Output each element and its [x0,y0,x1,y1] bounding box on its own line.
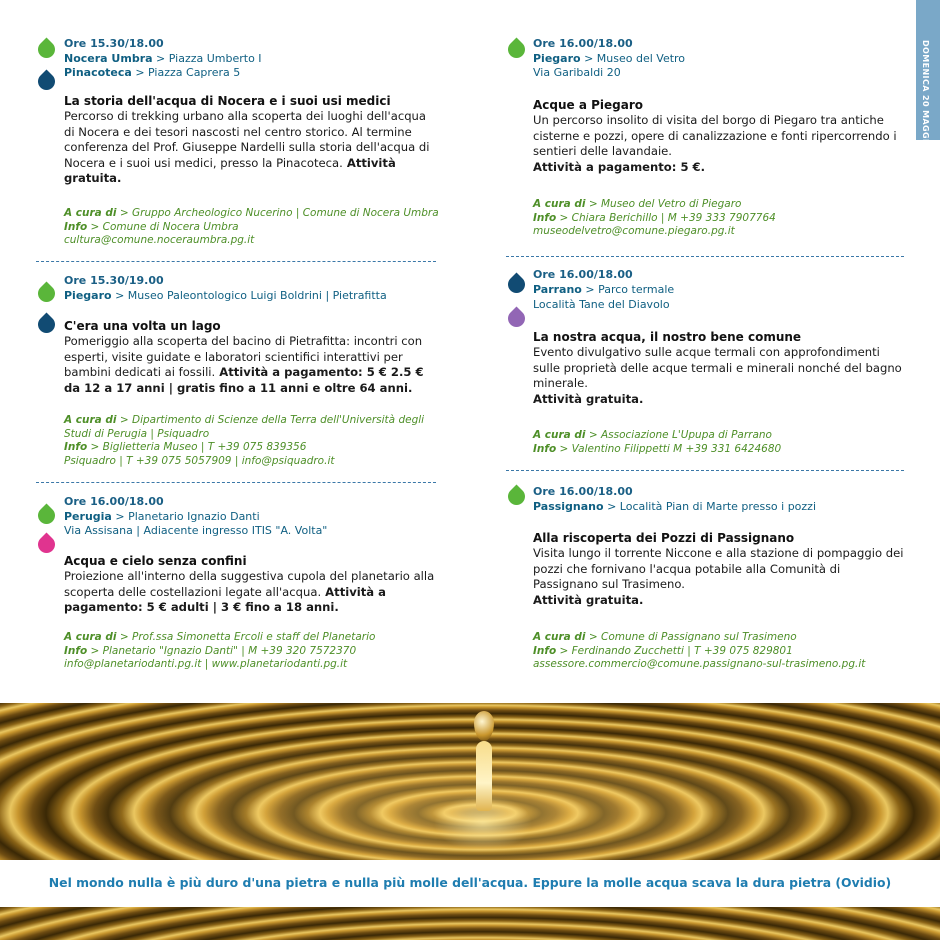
separator [506,470,904,471]
green-drop-icon [34,281,58,305]
event-credits: A cura di > Prof.ssa Simonetta Ercoli e staff del Planetario Info > Planetario "Ignazio Danti" | M +39 320 7572370 info@planetariodanti.pg.it | www.planetariodanti.pg.it [64,631,444,672]
event-description: Proiezione all'interno della suggestiva cupola del planetario alla scoperta delle costellazioni legate all'acqua. Attività a pagamento: 5 € adulti | 3 € fino a 18 anni. [64,569,435,614]
event-location-secondary: Località Tane del Diavolo [533,298,670,311]
event-contact[interactable]: cultura@comune.noceraumbra.pg.it [64,234,255,246]
droplet [474,711,494,741]
event-contact[interactable]: museodelvetro@comune.piegaro.pg.it [533,225,735,237]
event-location-secondary: Pinacoteca > Piazza Caprera 5 [64,66,241,79]
sidebar-date: DOMENICA 20 MAGGIO [921,40,930,150]
event-location: Perugia > Planetario Ignazio Danti [64,510,260,523]
event-credits: A cura di > Museo del Vetro di Piegaro Info > Chiara Berichillo | M +39 333 7907764 museodelvetro@comune.piegaro.pg.it [533,198,913,239]
event-title: Acqua e cielo senza confini [64,554,247,568]
navy-drop-icon [504,272,528,296]
event-description: Visita lungo il torrente Niccone e alla stazione di pompaggio dei pozzi che fornivano l'acqua potabile alla Comunità di Passignano sul Trasimeno. Attività gratuita. [533,546,904,607]
green-drop-icon [504,37,528,61]
water-photo-strip [0,907,940,940]
event-location: Parrano > Parco termale [533,283,675,296]
event-location-secondary: Via Garibaldi 20 [533,66,621,79]
separator [36,482,436,483]
purple-drop-icon [504,306,528,330]
event-time: Ore 16.00/18.00 [64,495,164,508]
event-time: Ore 15.30/19.00 [64,274,164,287]
event-title: La storia dell'acqua di Nocera e i suoi usi medici [64,94,391,108]
event-title: C'era una volta un lago [64,319,221,333]
pink-drop-icon [34,532,58,556]
separator [36,261,436,262]
event-time: Ore 16.00/18.00 [533,268,633,281]
event-credits: A cura di > Comune di Passignano sul Trasimeno Info > Ferdinando Zucchetti | T +39 075 829801 assessore.commercio@comune.passignano-sul-trasimeno.pg.it [533,631,913,672]
event-contact[interactable]: info@planetariodanti.pg.it | www.planetariodanti.pg.it [64,658,348,670]
event-credits: A cura di > Gruppo Archeologico Nucerino | Comune di Nocera Umbra Info > Comune di Nocera Umbra cultura@comune.noceraumbra.pg.it [64,207,444,248]
green-drop-icon [504,484,528,508]
event-location-secondary: Via Assisana | Adiacente ingresso ITIS "A. Volta" [64,524,328,537]
event-description: Percorso di trekking urbano alla scoperta dei luoghi dell'acqua di Nocera e dei tesori nascosti nel centro storico. Al termine conferenza del Prof. Giuseppe Nardelli sulla storia dell'acqua di Nocera e i suoi usi medici, presso la Pinacoteca. Attività gratuita. [64,109,430,185]
event-title: Alla riscoperta dei Pozzi di Passignano [533,531,795,545]
event-contact[interactable]: Psiquadro | T +39 075 5057909 | info@psiquadro.it [64,454,335,467]
separator [506,256,904,257]
event-title: La nostra acqua, il nostro bene comune [533,330,802,344]
event-location: Passignano > Località Pian di Marte presso i pozzi [533,500,817,513]
water-drop-photo [0,703,940,860]
event-time: Ore 16.00/18.00 [533,37,633,50]
green-drop-icon [34,37,58,61]
event-contact[interactable]: assessore.commercio@comune.passignano-sul-trasimeno.pg.it [533,658,866,670]
navy-drop-icon [34,312,58,336]
event-title: Acque a Piegaro [533,98,644,112]
event-time: Ore 16.00/18.00 [533,485,633,498]
event-location: Piegaro > Museo Paleontologico Luigi Boldrini | Pietrafitta [64,289,387,302]
navy-drop-icon [34,69,58,93]
event-location: Nocera Umbra > Piazza Umberto I [64,52,262,65]
event-location: Piegaro > Museo del Vetro [533,52,686,65]
ovidio-quote: Nel mondo nulla è più duro d'una pietra e nulla più molle dell'acqua. Eppure la molle acqua scava la dura pietra (Ovidio) [48,875,892,890]
green-drop-icon [34,503,58,527]
splash-column [476,741,492,811]
event-time: Ore 15.30/18.00 [64,37,164,50]
event-credits: A cura di > Associazione L'Upupa di Parrano Info > Valentino Filippetti M +39 331 6424680 [533,429,782,455]
event-description: Evento divulgativo sulle acque termali con approfondimenti sulle proprietà delle acque termali e minerali nonché del bagno minerale. Attività gratuita. [533,345,902,406]
event-credits: A cura di > Dipartimento di Scienze della Terra dell'Università degli Studi di Perugia | Psiquadro Info > Biglietteria Museo | T +39 075 839356 Psiquadro | T +39 075 5057909 | info@psiquadro.it [64,414,444,468]
event-description: Un percorso insolito di visita del borgo di Piegaro tra antiche cisterne e pozzi, opere di canalizzazione e fonti ripercorrendo i sentieri delle lavandaie. Attività a pagamento: 5 €. [533,113,897,174]
event-description: Pomeriggio alla scoperta del bacino di Pietrafitta: incontri con esperti, visite guidate e laboratori scientifici interattivi per bambini dedicati ai fossili. Attività a pagamento: 5 € 2.5 € da 12 a 17 anni | gratis fino a 11 anni e oltre 64 anni. [64,334,424,395]
